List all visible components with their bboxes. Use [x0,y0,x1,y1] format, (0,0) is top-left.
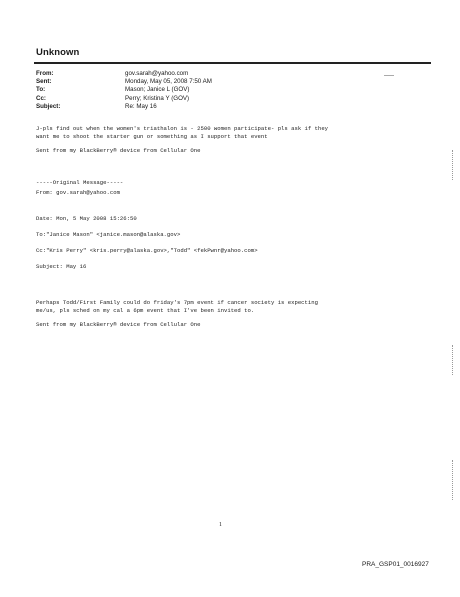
header-value: Mason; Janice L (GOV) [125,86,190,94]
header-value: gov.sarah@yahoo.com [125,70,189,77]
scan-edge-mark [452,460,454,500]
header-label: To: [36,86,46,94]
scan-edge-mark [452,150,454,180]
scan-edge-mark [452,345,454,375]
scan-mark [384,75,394,76]
header-row-subject [36,103,212,111]
original-body-line: me/us, pls sched on my cal a 6pm event that I've been invited to. [36,307,255,314]
header-label: Sent: [36,78,52,86]
header-value: Re: May 16 [125,102,157,110]
header-label: Cc: [36,94,46,102]
header-divider [34,62,431,64]
original-body-line: Perhaps Todd/First Family could do friday's 7pm event if cancer society is expecting [36,299,318,306]
original-to: To:"Janice Mason" <janice.mason@alaska.gov> [36,231,181,238]
email-header [36,70,212,111]
sender-name: Unknown [36,47,80,58]
page-number: 1 [219,522,222,528]
original-from: From: gov.sarah@yahoo.com [36,189,120,196]
signature: Sent from my BlackBerry® device from Cellular One [36,321,201,328]
header-row-from [36,70,212,78]
header-row-cc [36,95,212,103]
header-value: Perry; Kristina Y (GOV) [125,94,190,102]
header-value: Monday, May 05, 2008 7:50 AM [125,78,212,86]
header-row-sent [36,78,212,86]
bates-number: PRA_GSP01_0016927 [362,561,429,568]
body-line: J-pls find out when the women's triathalon is - 2500 women participate- pls ask if they [36,125,329,132]
header-label: Subject: [36,102,61,110]
original-cc: Cc:"Kris Perry" <kris.perry@alaska.gov>,"Todd" <fekPwnr@yahoo.com> [36,247,258,254]
body-line: want me to shoot the starter gun or something as I support that event [36,133,268,140]
original-date: Date: Mon, 5 May 2008 15:26:50 [36,215,137,222]
original-message-divider: -----Original Message----- [36,179,124,186]
header-row-to [36,86,212,94]
original-subject: Subject: May 16 [36,263,87,270]
header-label: From: [36,70,54,77]
signature: Sent from my BlackBerry® device from Cellular One [36,147,201,154]
